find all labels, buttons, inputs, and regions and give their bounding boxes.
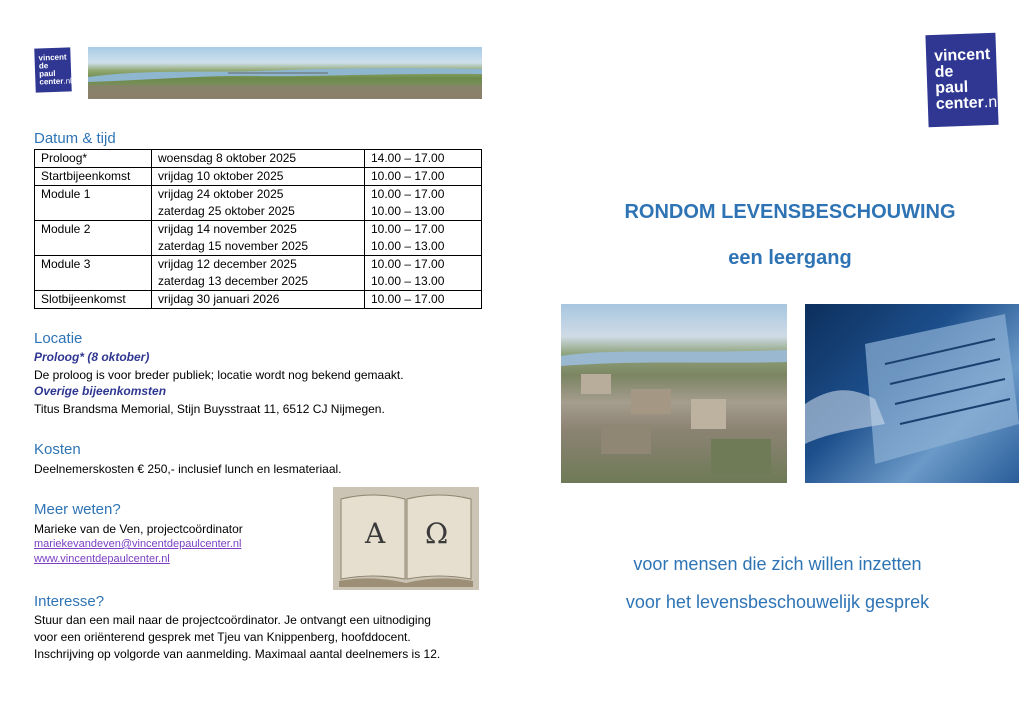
schedule-date: zaterdag 15 november 2025 <box>158 239 309 253</box>
schedule-times <box>365 150 482 168</box>
schedule-dates <box>152 186 365 221</box>
schedule-row <box>35 291 482 309</box>
interesse-heading: Interesse? <box>34 593 105 610</box>
schedule-time: 10.00 – 17.00 <box>371 222 445 236</box>
logo-large <box>925 33 1002 127</box>
website-link[interactable]: www.vincentdepaulcenter.nl <box>34 553 170 565</box>
logo-suffix: .nl <box>983 93 1002 112</box>
book-alpha-omega-image <box>333 487 479 590</box>
schedule-label <box>35 291 152 309</box>
contact-name: Marieke van de Ven, projectcoördinator <box>34 522 243 536</box>
logo-text: paul <box>934 78 969 97</box>
schedule-dates <box>152 291 365 309</box>
alpha-glyph: Α <box>365 517 386 550</box>
overige-subheading: Overige bijeenkomsten <box>34 384 167 398</box>
schedule-times <box>365 256 482 291</box>
logo-small <box>34 47 72 92</box>
schedule-label <box>35 256 152 291</box>
overige-text: Titus Brandsma Memorial, Stijn Buysstraat 11, 6512 CJ Nijmegen. <box>34 402 385 416</box>
tagline-line2: voor het levensbeschouwelijk gesprek <box>625 592 930 612</box>
schedule-label-text: Module 2 <box>41 222 91 236</box>
schedule-label <box>35 168 152 186</box>
page-subtitle: een leergang <box>728 247 852 269</box>
schedule-row <box>35 186 482 221</box>
logo-text: center <box>935 94 985 113</box>
schedule-time: 10.00 – 17.00 <box>371 187 445 201</box>
logo-text: de <box>38 61 49 71</box>
schedule-time: 10.00 – 13.00 <box>371 204 445 218</box>
schedule-dates <box>152 221 365 256</box>
schedule-time: 10.00 – 13.00 <box>371 239 445 253</box>
schedule-times <box>365 186 482 221</box>
schedule-times <box>365 291 482 309</box>
proloog-text: De proloog is voor breder publiek; locatie wordt nog bekend gemaakt. <box>34 368 404 382</box>
schedule-time: 10.00 – 17.00 <box>371 169 445 183</box>
schedule-label-text: Module 1 <box>41 187 91 201</box>
schedule-label-text: Proloog* <box>41 151 88 165</box>
locatie-heading: Locatie <box>34 330 83 347</box>
schedule-dates <box>152 256 365 291</box>
schedule-row <box>35 150 482 168</box>
schedule-dates <box>152 150 365 168</box>
schedule-label <box>35 221 152 256</box>
schedule-dates <box>152 168 365 186</box>
logo-text: vincent <box>933 46 991 65</box>
schedule-row <box>35 168 482 186</box>
schedule-label-text: Slotbijeenkomst <box>41 292 126 306</box>
panorama-image <box>88 47 482 99</box>
bible-reading-photo <box>805 304 1019 483</box>
logo-text: center <box>39 76 64 87</box>
schedule-date: vrijdag 10 oktober 2025 <box>158 169 284 183</box>
kosten-text: Deelnemerskosten € 250,- inclusief lunch en lesmateriaal. <box>34 462 342 476</box>
schedule-time: 14.00 – 17.00 <box>371 151 445 165</box>
tagline-line1: voor mensen die zich willen inzetten <box>633 554 922 574</box>
proloog-subheading: Proloog* (8 oktober) <box>34 350 150 364</box>
page-title: RONDOM LEVENSBESCHOUWING <box>624 201 956 223</box>
schedule-table <box>34 149 482 309</box>
meer-weten-heading: Meer weten? <box>34 501 121 518</box>
schedule-times <box>365 221 482 256</box>
schedule-row <box>35 256 482 291</box>
datum-heading: Datum & tijd <box>34 130 116 147</box>
interesse-line: Inschrijving op volgorde van aanmelding. Maximaal aantal deelnemers is 12. <box>34 647 441 661</box>
contact-email-link[interactable]: mariekevandeven@vincentdepaulcenter.nl <box>34 538 242 550</box>
logo-text: de <box>934 63 954 81</box>
city-aerial-photo <box>561 304 787 483</box>
schedule-label <box>35 186 152 221</box>
kosten-heading: Kosten <box>34 441 81 458</box>
schedule-date: vrijdag 30 januari 2026 <box>158 292 280 306</box>
schedule-label <box>35 150 152 168</box>
schedule-label-text: Startbijeenkomst <box>41 169 131 183</box>
schedule-time: 10.00 – 13.00 <box>371 274 445 288</box>
schedule-time: 10.00 – 17.00 <box>371 257 445 271</box>
schedule-times <box>365 168 482 186</box>
schedule-row <box>35 221 482 256</box>
schedule-date: vrijdag 14 november 2025 <box>158 222 297 236</box>
schedule-date: zaterdag 25 oktober 2025 <box>158 204 295 218</box>
interesse-line: Stuur dan een mail naar de projectcoördinator. Je ontvangt een uitnodiging <box>34 613 431 627</box>
omega-glyph: Ω <box>425 517 449 550</box>
schedule-label-text: Module 3 <box>41 257 91 271</box>
logo-text: paul <box>38 68 56 79</box>
logo-suffix: .nl <box>63 76 73 86</box>
schedule-date: vrijdag 24 oktober 2025 <box>158 187 284 201</box>
schedule-date: vrijdag 12 december 2025 <box>158 257 297 271</box>
schedule-date: zaterdag 13 december 2025 <box>158 274 309 288</box>
interesse-line: voor een oriënterend gesprek met Tjeu van Knippenberg, hoofddocent. <box>34 630 411 644</box>
schedule-date: woensdag 8 oktober 2025 <box>158 151 297 165</box>
logo-text: vincent <box>38 52 67 63</box>
schedule-time: 10.00 – 17.00 <box>371 292 445 306</box>
